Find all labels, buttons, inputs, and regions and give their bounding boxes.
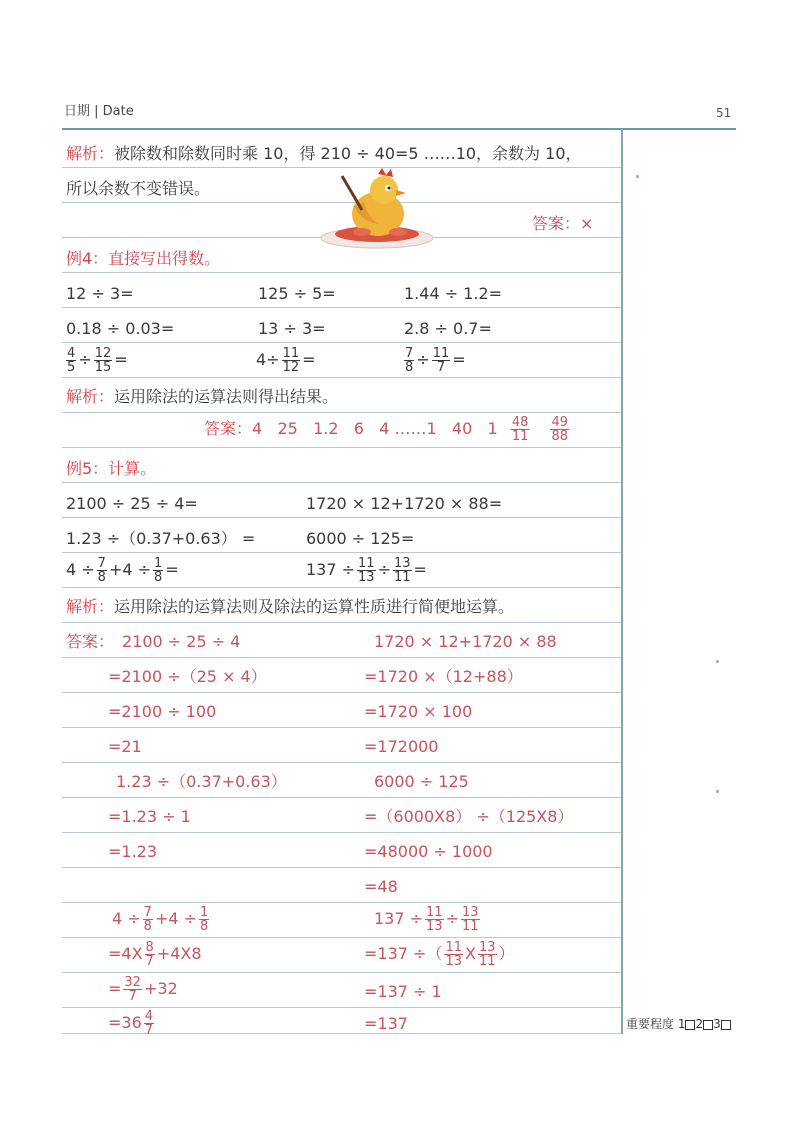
- fraction: [550, 416, 569, 443]
- level-2-label: 2: [695, 1017, 704, 1031]
- fraction: [478, 941, 497, 968]
- operator: X: [465, 944, 476, 963]
- example-4-heading: 例4：直接写出得数。: [66, 249, 221, 268]
- rule-line: [62, 972, 621, 973]
- denominator: 88: [551, 429, 568, 444]
- page-number: 51: [716, 106, 732, 120]
- ex4-r3c1: [64, 347, 128, 374]
- ans3-right-1: =1720 ×（12+88）: [364, 667, 523, 686]
- ex4-r2c1: 0.18 ÷ 0.03=: [66, 319, 175, 338]
- rule-line: [62, 762, 621, 763]
- ex5-r3b: [306, 557, 427, 584]
- numerator: 12: [94, 346, 112, 361]
- ex5-r2a: 1.23 ÷（0.37+0.63） =: [66, 529, 256, 548]
- rule-line: [62, 342, 621, 343]
- header-date: 日期 | Date: [64, 104, 134, 119]
- ans3-left-1: =2100 ÷（25 × 4）: [108, 667, 267, 686]
- answer-tag: 答案：: [66, 632, 115, 651]
- fraction: [199, 906, 209, 933]
- rule-line: [62, 1007, 621, 1008]
- numerator: 7: [143, 905, 152, 920]
- denominator: 8: [97, 570, 106, 585]
- ans3-left-2: =2100 ÷ 100: [108, 702, 217, 721]
- fraction: [97, 557, 107, 584]
- hen-illustration: [318, 166, 436, 250]
- numerator: 4: [67, 346, 76, 361]
- numerator: 7: [405, 346, 414, 361]
- fraction: [94, 347, 113, 374]
- denominator: 11: [511, 429, 529, 444]
- ans3-left-3: =21: [108, 737, 142, 756]
- fraction: [393, 557, 412, 584]
- rule-line: [62, 377, 621, 378]
- fraction: [357, 557, 376, 584]
- level-1-checkbox[interactable]: [685, 1020, 695, 1030]
- analysis-1-line2: 所以余数不变错误。: [66, 179, 211, 198]
- numerator: 11: [282, 346, 300, 361]
- numerator: 1: [154, 556, 163, 571]
- ans3-rfrac-4: =137: [364, 1014, 408, 1033]
- fraction: [153, 557, 163, 584]
- numerator: 11: [426, 905, 443, 920]
- denominator: 8: [405, 360, 414, 375]
- analysis-3-text: 运用除法的运算法则及除法的运算性质进行简便地运算。: [114, 597, 515, 616]
- answer-2-values: 4 25 1.2 6 4 ……1 40 1: [252, 419, 498, 438]
- operand: ）: [498, 944, 515, 963]
- example-5-heading: 例5：计算。: [66, 459, 157, 478]
- operand: =: [108, 979, 122, 998]
- answer-3-tag: [66, 632, 114, 652]
- denominator: 7: [436, 360, 446, 375]
- denominator: 8: [143, 919, 152, 934]
- ans3-right-3: =172000: [364, 737, 439, 756]
- ex4-r1c1: 12 ÷ 3=: [66, 284, 134, 303]
- ex4-r1c2: 125 ÷ 5=: [258, 284, 336, 303]
- fraction: [432, 347, 451, 374]
- denominator: 12: [282, 360, 300, 375]
- rule-line: [62, 587, 621, 588]
- answer-2: [204, 416, 571, 443]
- rule-line: [62, 867, 621, 868]
- denominator: 11: [478, 954, 496, 969]
- fraction: [66, 347, 76, 374]
- equals: =: [413, 560, 427, 579]
- ex4-r2c3: 2.8 ÷ 0.7=: [404, 319, 492, 338]
- rule-line: [62, 552, 621, 553]
- rule-line: [62, 272, 621, 273]
- equals: =: [114, 350, 128, 369]
- answer-tag: 答案：: [532, 214, 581, 233]
- ans3-lfrac-1: [112, 906, 211, 933]
- ex5-r1a: 2100 ÷ 25 ÷ 4=: [66, 494, 198, 513]
- denominator: 13: [445, 954, 462, 969]
- operand: 4÷: [256, 350, 280, 369]
- operand: 4 ÷: [112, 909, 141, 928]
- operator: ÷: [445, 909, 459, 928]
- importance-rating: [626, 1015, 731, 1032]
- answer-1: [532, 214, 593, 234]
- rule-line: [62, 412, 621, 413]
- rule-line: [62, 692, 621, 693]
- denominator: 8: [200, 919, 209, 934]
- numerator: 32: [124, 975, 141, 990]
- numerator: 13: [461, 905, 479, 920]
- ans3-right-2: =1720 × 100: [364, 702, 473, 721]
- fraction: [511, 416, 530, 443]
- analysis-tag: 解析：: [66, 144, 115, 163]
- numerator: 8: [145, 940, 154, 955]
- equals: =: [165, 560, 179, 579]
- operand: =137 ÷（: [364, 944, 443, 963]
- numerator: 7: [97, 556, 106, 571]
- operand: =4X: [108, 944, 143, 963]
- ans3-rfrac-2: [364, 941, 515, 968]
- denominator: 5: [67, 360, 76, 375]
- top-border: [62, 128, 736, 130]
- rule-line: [62, 937, 621, 938]
- ex4-r3c3: [402, 347, 466, 374]
- analysis-tag: 解析：: [66, 387, 115, 406]
- margin-border: [621, 129, 623, 1034]
- ans3-left-4: 1.23 ÷（0.37+0.63）: [116, 772, 287, 791]
- answer-tag: 答案：: [204, 419, 253, 438]
- operand: +32: [143, 979, 178, 998]
- ans3-lfrac-4: [108, 1010, 156, 1037]
- rule-line: [62, 622, 621, 623]
- numerator: 13: [478, 940, 496, 955]
- ex5-r2b: 6000 ÷ 125=: [306, 529, 415, 548]
- denominator: 7: [144, 1023, 154, 1038]
- ex4-r1c3: 1.44 ÷ 1.2=: [404, 284, 503, 303]
- ex4-r2c2: 13 ÷ 3=: [258, 319, 326, 338]
- ans3-right-0: 1720 × 12+1720 × 88: [374, 632, 557, 651]
- denominator: 7: [128, 989, 137, 1004]
- fraction: [282, 347, 301, 374]
- ans3-left-6: =1.23: [108, 842, 158, 861]
- fraction: [145, 941, 155, 968]
- numerator: 11: [445, 940, 462, 955]
- fraction: [425, 906, 444, 933]
- answer-1-value: ×: [580, 214, 594, 233]
- analysis-1-text: 被除数和除数同时乘 10，得 210 ÷ 40=5 ……10，余数为 10，: [114, 144, 582, 163]
- rule-line: [62, 447, 621, 448]
- ans3-lfrac-2: [108, 941, 202, 968]
- fraction: [461, 906, 480, 933]
- fraction: [143, 906, 153, 933]
- ans3-right-7: =48: [364, 877, 398, 896]
- denominator: 13: [358, 570, 375, 585]
- importance-label: 重要程度: [626, 1017, 675, 1031]
- denominator: 15: [94, 360, 112, 375]
- fraction: [444, 941, 463, 968]
- analysis-2-text: 运用除法的运算法则得出结果。: [114, 387, 339, 406]
- ans3-left-5: =1.23 ÷ 1: [108, 807, 191, 826]
- operand: 4 ÷: [66, 560, 95, 579]
- margin-dot: [636, 175, 639, 178]
- denominator: 11: [393, 570, 411, 585]
- rule-line: [62, 902, 621, 903]
- analysis-2: [66, 387, 338, 407]
- ans3-lfrac-3: [108, 976, 178, 1003]
- fraction: [123, 976, 142, 1003]
- rule-line: [62, 797, 621, 798]
- level-3-label: 3: [713, 1017, 721, 1031]
- rule-line: [62, 727, 621, 728]
- rule-line: [62, 307, 621, 308]
- numerator: 48: [511, 415, 529, 430]
- numerator: 1: [200, 905, 209, 920]
- ans3-right-4: 6000 ÷ 125: [374, 772, 469, 791]
- numerator: 49: [551, 415, 568, 430]
- denominator: 13: [426, 919, 443, 934]
- ans3-rfrac-3: =137 ÷ 1: [364, 982, 442, 1001]
- operator: ÷: [416, 350, 430, 369]
- analysis-3: [66, 597, 514, 617]
- denominator: 7: [145, 954, 154, 969]
- operand: 137 ÷: [374, 909, 424, 928]
- rule-line: [62, 517, 621, 518]
- margin-dot: [716, 790, 719, 793]
- operand: +4X8: [156, 944, 202, 963]
- level-3-checkbox[interactable]: [721, 1020, 731, 1030]
- numerator: 4: [144, 1009, 154, 1024]
- fraction: [404, 347, 414, 374]
- equals: =: [452, 350, 466, 369]
- example-5-title: [66, 459, 156, 479]
- equals: =: [302, 350, 316, 369]
- analysis-tag: 解析：: [66, 597, 115, 616]
- example-4-title: [66, 249, 220, 269]
- operand: =36: [108, 1013, 142, 1032]
- level-2-checkbox[interactable]: [703, 1020, 713, 1030]
- ex5-r3a: [66, 557, 179, 584]
- operator: ÷: [377, 560, 391, 579]
- ex5-r1b: 1720 × 12+1720 × 88=: [306, 494, 503, 513]
- ans3-left-0: 2100 ÷ 25 ÷ 4: [122, 632, 241, 651]
- analysis-1-line1: [66, 144, 582, 164]
- ans3-right-6: =48000 ÷ 1000: [364, 842, 493, 861]
- operand: +4 ÷: [108, 560, 152, 579]
- fraction: [144, 1010, 154, 1037]
- ex4-r3c2: [256, 347, 316, 374]
- level-1-label: 1: [677, 1017, 686, 1031]
- operator: ÷: [78, 350, 92, 369]
- numerator: 13: [393, 556, 411, 571]
- rule-line: [62, 482, 621, 483]
- rule-line: [62, 657, 621, 658]
- ans3-rfrac-1: [374, 906, 482, 933]
- numerator: 11: [358, 556, 375, 571]
- numerator: 11: [432, 346, 450, 361]
- operand: 137 ÷: [306, 560, 356, 579]
- rule-line: [62, 832, 621, 833]
- ans3-right-5: =（6000X8） ÷（125X8）: [364, 807, 574, 826]
- denominator: 11: [461, 919, 479, 934]
- operand: +4 ÷: [154, 909, 198, 928]
- denominator: 8: [154, 570, 163, 585]
- margin-dot: [716, 660, 719, 663]
